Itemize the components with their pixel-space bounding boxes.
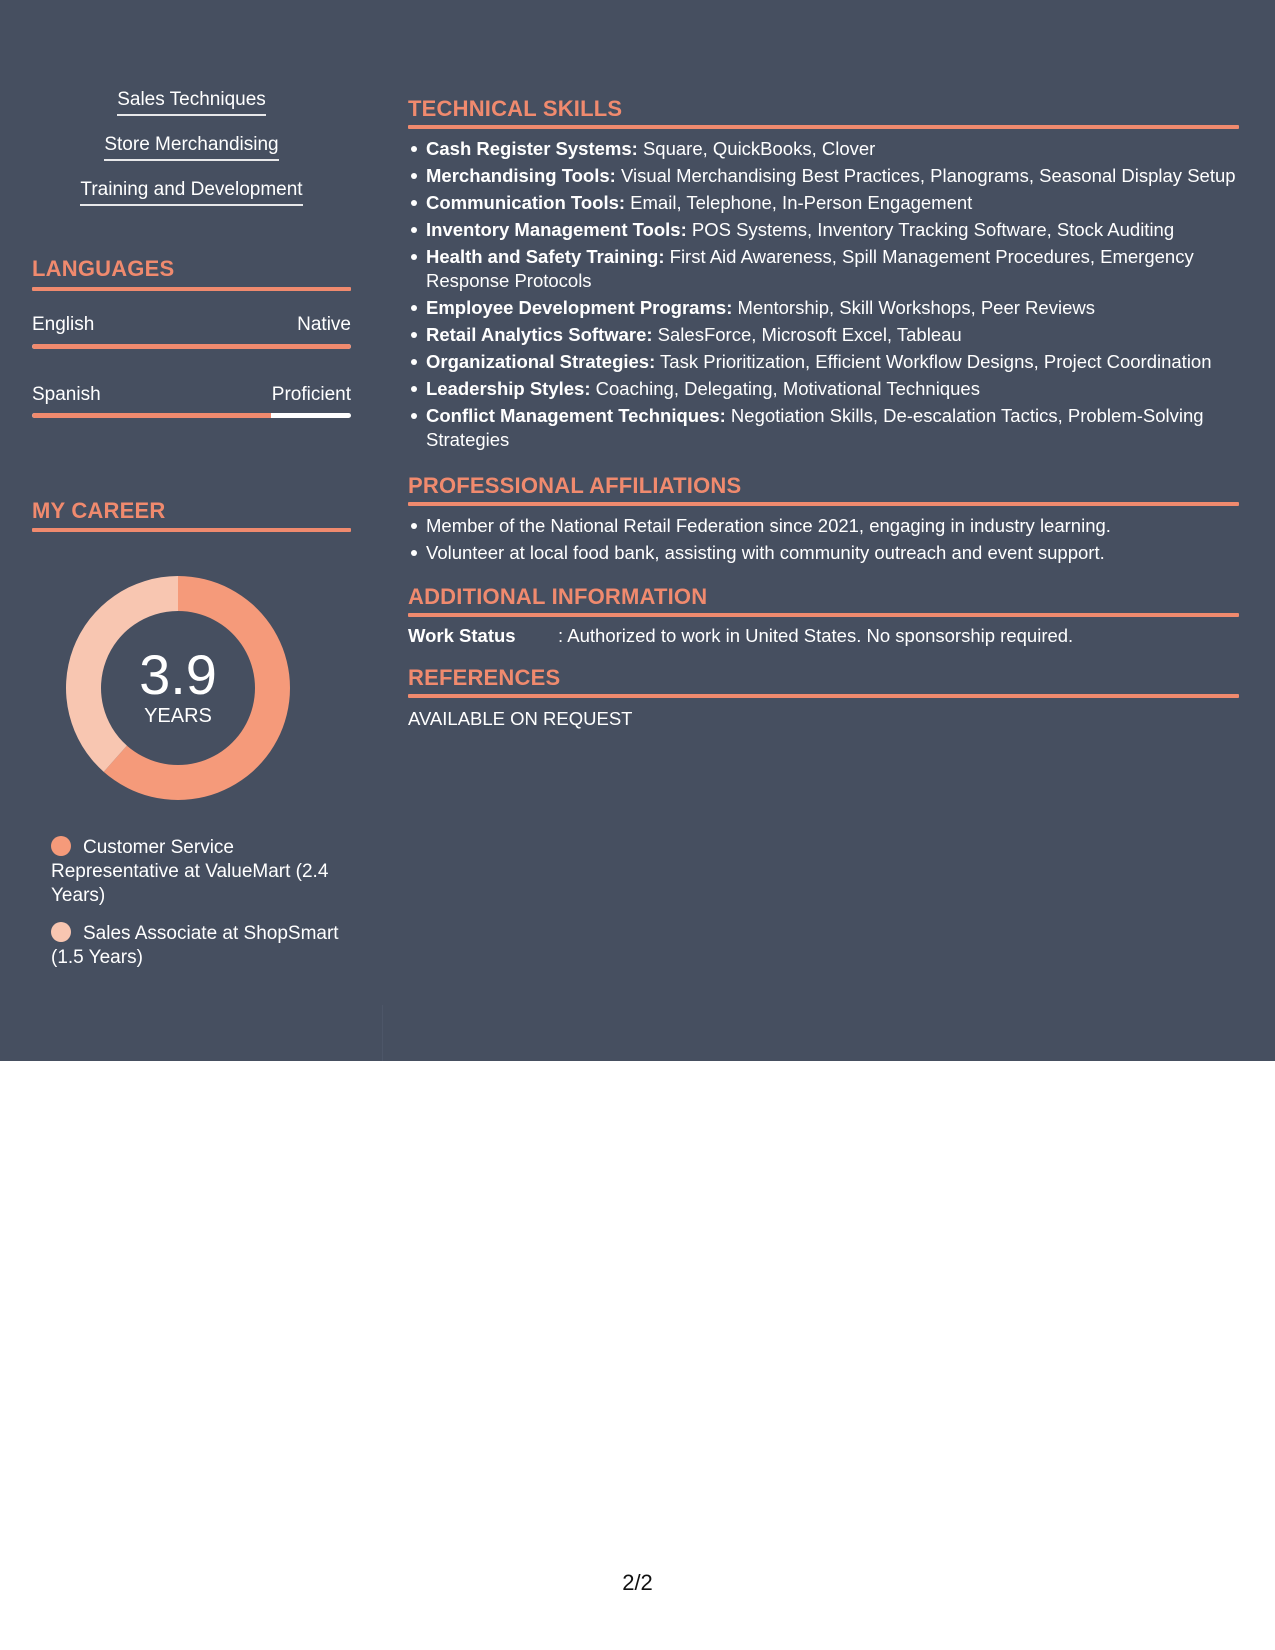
references-rule bbox=[408, 694, 1239, 698]
technical-skills-rule bbox=[408, 125, 1239, 129]
language-name: Spanish bbox=[32, 384, 101, 405]
technical-skill-text: SalesForce, Microsoft Excel, Tableau bbox=[652, 324, 962, 345]
technical-skill-text: POS Systems, Inventory Tracking Software, Stock Auditing bbox=[686, 219, 1175, 240]
technical-skill-text: Task Prioritization, Efficient Workflow Designs, Project Coordination bbox=[655, 351, 1212, 372]
work-status-label: Work Status bbox=[408, 625, 516, 646]
career-legend-item bbox=[51, 922, 351, 970]
technical-skill-item bbox=[426, 404, 1239, 452]
skill-link-training-development[interactable] bbox=[32, 178, 351, 206]
column-divider bbox=[382, 1005, 383, 1061]
technical-skill-item bbox=[426, 350, 1239, 374]
technical-skill-label: Merchandising Tools: bbox=[426, 165, 616, 186]
career-years-unit: YEARS bbox=[144, 705, 212, 727]
page-number: 2/2 bbox=[622, 1570, 653, 1595]
technical-skill-item bbox=[426, 245, 1239, 293]
affiliations-title: PROFESSIONAL AFFILIATIONS bbox=[408, 473, 742, 498]
technical-skill-label: Leadership Styles: bbox=[426, 378, 591, 399]
language-row-english bbox=[32, 313, 351, 337]
affiliation-item: Member of the National Retail Federation since 2021, engaging in industry learning. bbox=[426, 514, 1239, 538]
legend-dot-icon bbox=[51, 922, 71, 942]
technical-skill-text: Coaching, Delegating, Motivational Techniques bbox=[590, 378, 980, 399]
career-total-years: 3.9 bbox=[139, 643, 217, 706]
technical-skill-text: Visual Merchandising Best Practices, Planograms, Seasonal Display Setup bbox=[615, 165, 1236, 186]
technical-skill-item bbox=[426, 137, 1239, 161]
technical-skill-label: Communication Tools: bbox=[426, 192, 626, 213]
skill-link-label: Store Merchandising bbox=[104, 133, 278, 161]
technical-skill-item bbox=[426, 296, 1239, 320]
technical-skill-text: Mentorship, Skill Workshops, Peer Reviews bbox=[732, 297, 1095, 318]
skill-link-sales-techniques[interactable] bbox=[32, 88, 351, 116]
technical-skill-text: First Aid Awareness, Spill Management Procedures, Emergency Response Protocols bbox=[426, 246, 1194, 291]
affiliations-list bbox=[408, 514, 1239, 568]
career-donut-chart bbox=[66, 576, 290, 800]
skill-link-label: Sales Techniques bbox=[117, 88, 266, 116]
technical-skill-text: Negotiation Skills, De-escalation Tactics, Problem-Solving Strategies bbox=[426, 405, 1204, 450]
technical-skill-item bbox=[426, 164, 1239, 188]
affiliation-item: Volunteer at local food bank, assisting with community outreach and event support. bbox=[426, 541, 1239, 565]
language-level: Native bbox=[297, 314, 351, 335]
work-status-row bbox=[408, 624, 1073, 648]
language-row-spanish bbox=[32, 383, 351, 407]
language-bar-fill bbox=[32, 344, 351, 349]
technical-skill-item bbox=[426, 377, 1239, 401]
language-name: English bbox=[32, 314, 95, 335]
language-bar-fill bbox=[32, 413, 271, 418]
skill-link-store-merchandising[interactable] bbox=[32, 133, 351, 161]
technical-skill-item bbox=[426, 323, 1239, 347]
career-rule bbox=[32, 528, 351, 532]
technical-skill-item bbox=[426, 191, 1239, 215]
legend-dot-icon bbox=[51, 836, 71, 856]
technical-skill-label: Employee Development Programs: bbox=[426, 297, 733, 318]
language-bar-english bbox=[32, 344, 351, 349]
technical-skills-list bbox=[408, 137, 1239, 455]
technical-skill-text: Email, Telephone, In-Person Engagement bbox=[625, 192, 973, 213]
technical-skill-label: Health and Safety Training: bbox=[426, 246, 665, 267]
languages-title: LANGUAGES bbox=[32, 256, 175, 281]
skill-link-label: Training and Development bbox=[80, 178, 302, 206]
affiliations-rule bbox=[408, 502, 1239, 506]
technical-skill-label: Conflict Management Techniques: bbox=[426, 405, 726, 426]
donut-center-label bbox=[66, 576, 290, 800]
technical-skill-item bbox=[426, 218, 1239, 242]
career-title: MY CAREER bbox=[32, 498, 166, 523]
technical-skills-title: TECHNICAL SKILLS bbox=[408, 96, 623, 121]
career-job-label: Customer Service Representative at ValueMart (2.4 Years) bbox=[51, 837, 329, 906]
language-bar-spanish bbox=[32, 413, 351, 418]
additional-info-rule bbox=[408, 613, 1239, 617]
additional-info-title: ADDITIONAL INFORMATION bbox=[408, 584, 708, 609]
references-title: REFERENCES bbox=[408, 665, 561, 690]
technical-skill-label: Retail Analytics Software: bbox=[426, 324, 653, 345]
technical-skill-label: Organizational Strategies: bbox=[426, 351, 656, 372]
technical-skill-text: Square, QuickBooks, Clover bbox=[637, 138, 876, 159]
technical-skill-label: Cash Register Systems: bbox=[426, 138, 638, 159]
languages-rule bbox=[32, 287, 351, 291]
career-legend-item bbox=[51, 836, 351, 908]
work-status-value: : Authorized to work in United States. No sponsorship required. bbox=[558, 625, 1074, 646]
references-text: AVAILABLE ON REQUEST bbox=[408, 708, 633, 729]
technical-skill-label: Inventory Management Tools: bbox=[426, 219, 687, 240]
career-job-label: Sales Associate at ShopSmart (1.5 Years) bbox=[51, 923, 339, 968]
language-level: Proficient bbox=[271, 384, 351, 405]
